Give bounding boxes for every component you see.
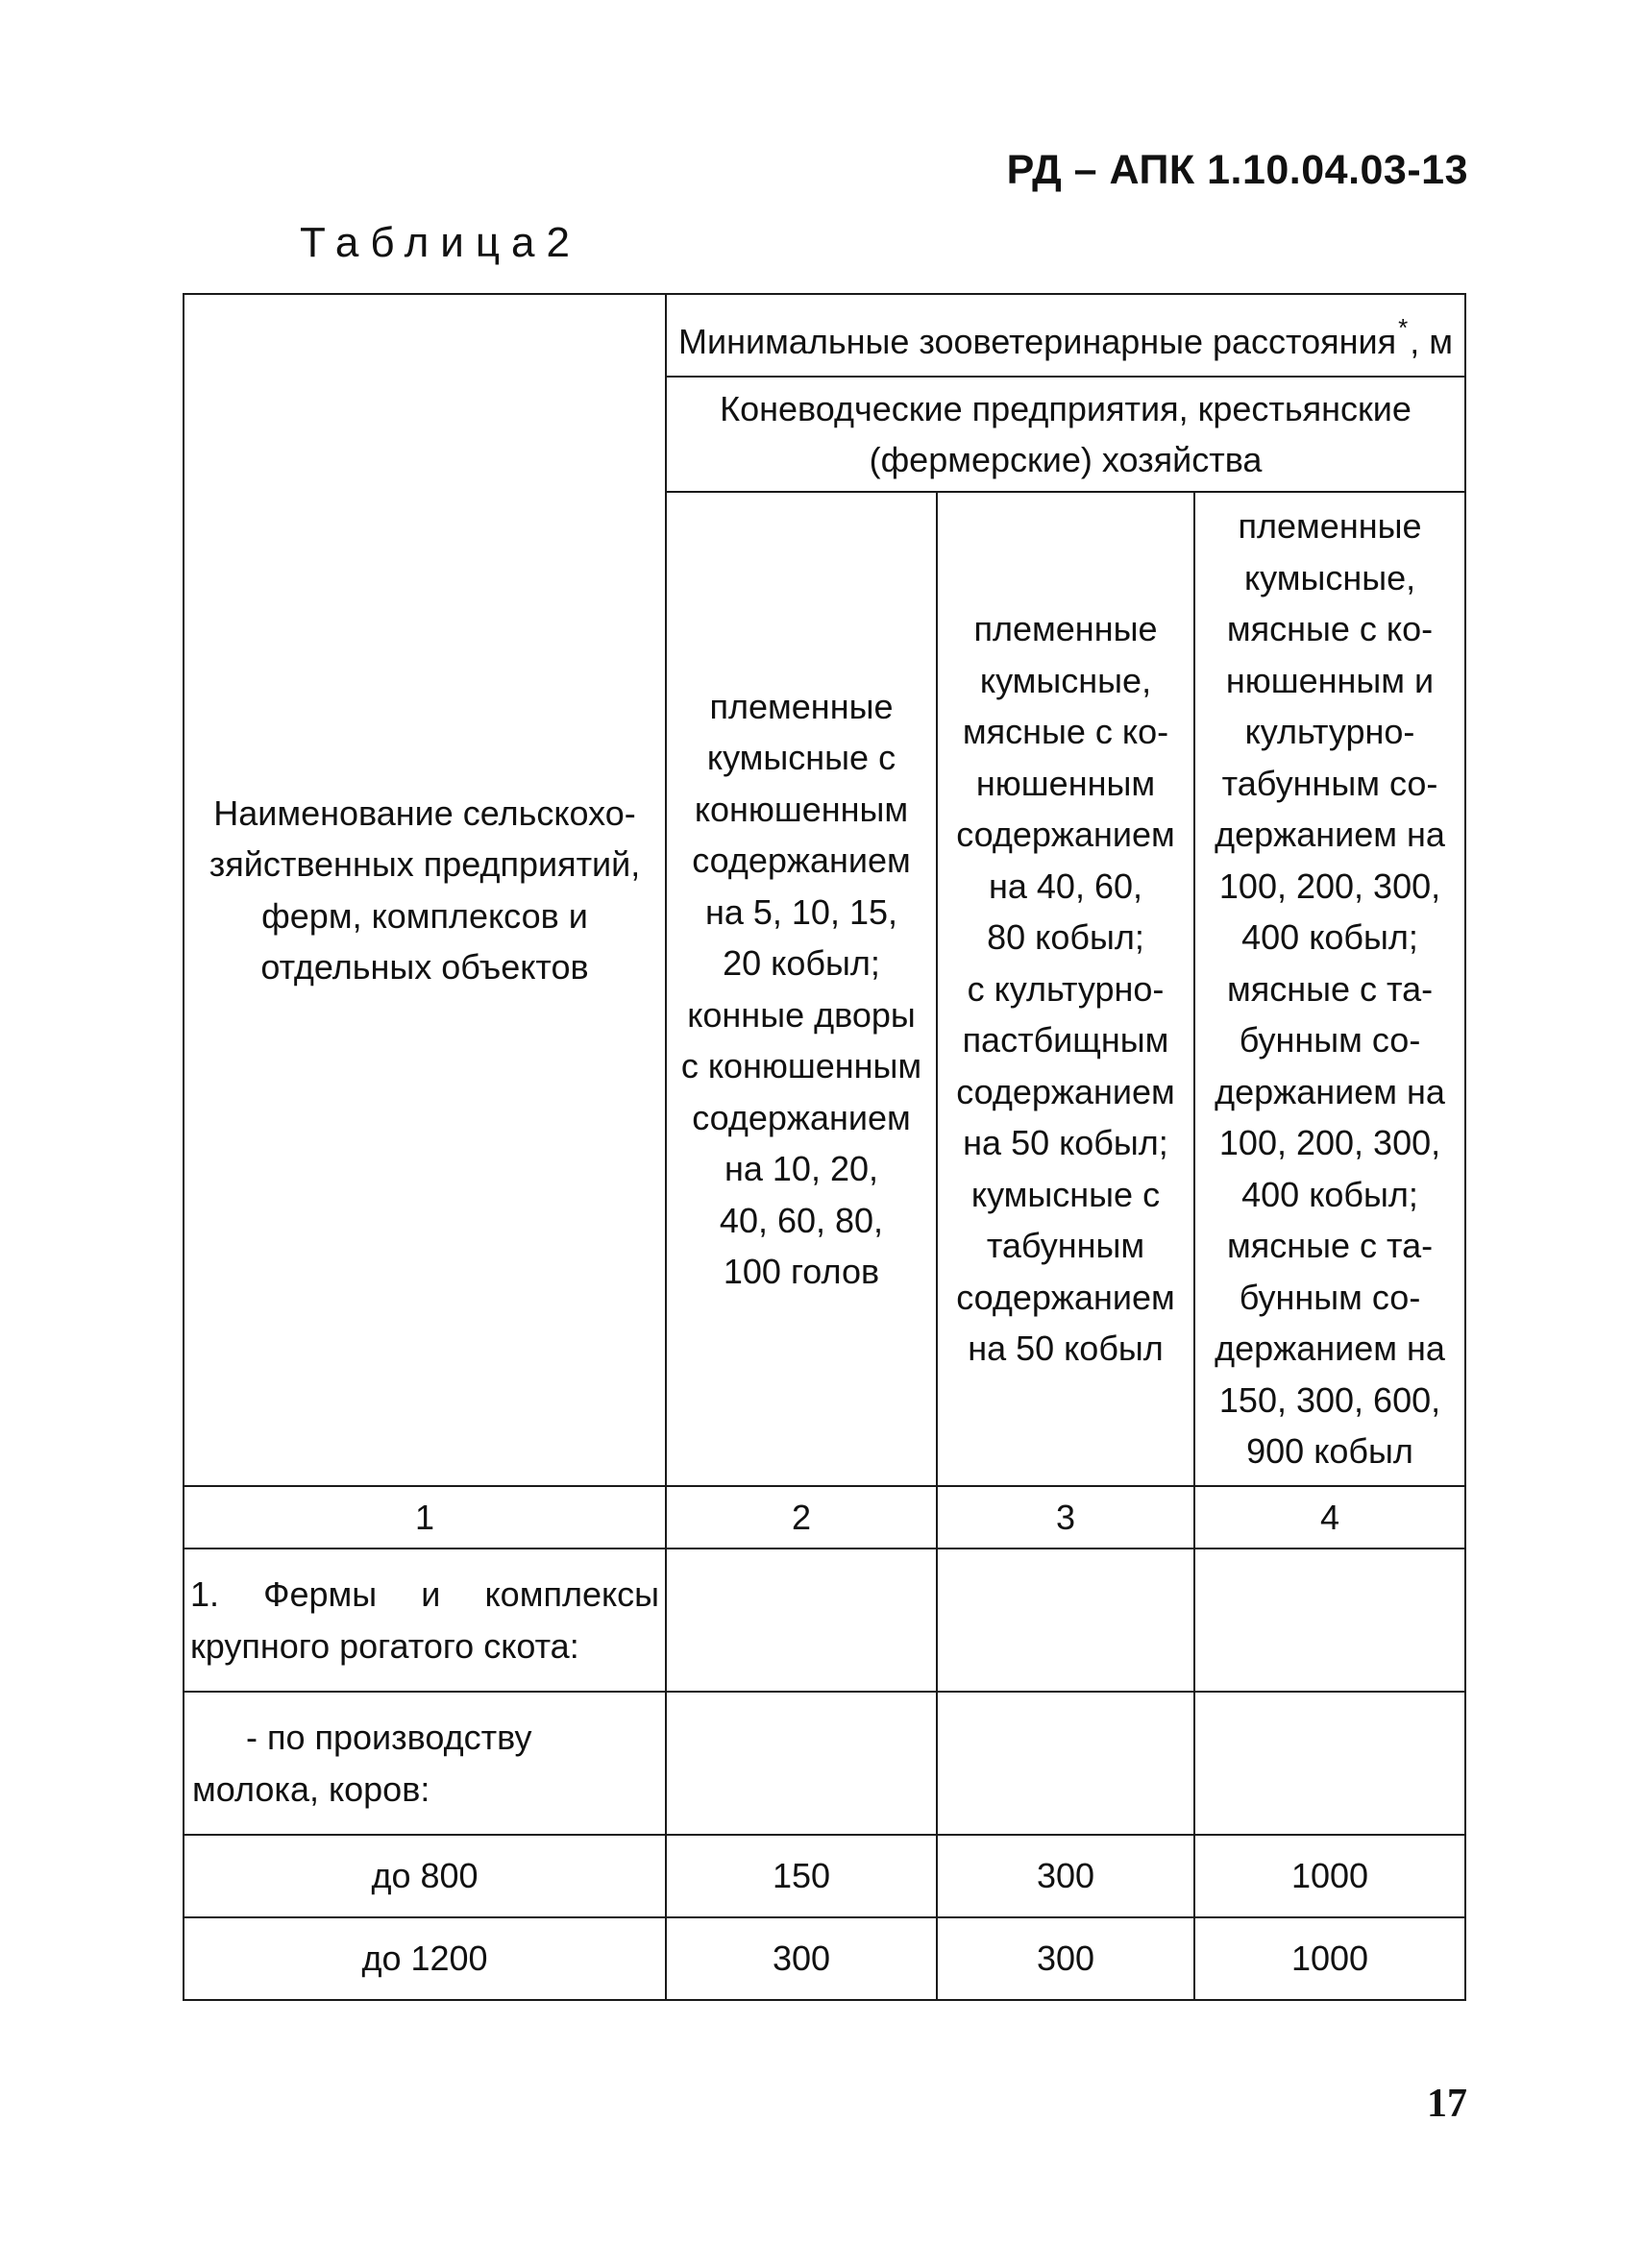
footnote-mark: *: [1398, 313, 1409, 343]
row-value: 300: [937, 1835, 1194, 1917]
section-title: 1. Фермы и комплексы крупного рогатого скота:: [184, 1549, 666, 1692]
empty-cell: [1194, 1692, 1465, 1835]
subsection-row: [184, 1692, 1465, 1835]
row-name: до 800: [184, 1835, 666, 1917]
empty-cell: [1194, 1549, 1465, 1692]
empty-cell: [937, 1692, 1194, 1835]
column-number: 3: [937, 1486, 1194, 1549]
row-name: до 1200: [184, 1917, 666, 2000]
empty-cell: [666, 1549, 937, 1692]
document-code: РД – АПК 1.10.04.03-13: [1006, 147, 1468, 193]
empty-cell: [937, 1549, 1194, 1692]
distance-table: [183, 293, 1466, 2001]
empty-cell: [666, 1692, 937, 1835]
column-number: 4: [1194, 1486, 1465, 1549]
row-value: 300: [937, 1917, 1194, 2000]
column-number: 1: [184, 1486, 666, 1549]
subsection-title: [184, 1692, 666, 1835]
section-row: [184, 1549, 1465, 1692]
header-category-4: племенные кумысные, мясные с ко- нюшенным и культурно- табунным со- держанием на 100, 200, 300, 400 кобыл; мясные с та- бунным со- держанием на 100, 200, 300, 400 кобыл; мясные с та- бунным со- держанием на 150, 300, 600, 900 кобыл: [1194, 492, 1465, 1486]
table-caption: Таблица2: [300, 219, 581, 266]
row-value: 150: [666, 1835, 937, 1917]
subsection-line: - по производству: [246, 1718, 532, 1757]
column-number: 2: [666, 1486, 937, 1549]
header-category-2: племенные кумысные с конюшенным содержанием на 5, 10, 15, 20 кобыл; конные дворы с конюшенным содержанием на 10, 20, 40, 60, 80, 100 голов: [666, 492, 937, 1486]
row-value: 300: [666, 1917, 937, 2000]
header-horse-enterprises: Коневодческие предприятия, крестьянские (фермерские) хозяйства: [666, 377, 1465, 492]
min-distance-unit: , м: [1410, 322, 1454, 362]
header-row-min-distance: [184, 294, 1465, 377]
table-row: [184, 1835, 1465, 1917]
row-value: 1000: [1194, 1835, 1465, 1917]
row-value: 1000: [1194, 1917, 1465, 2000]
subsection-line: молока, коров:: [192, 1768, 430, 1809]
page-number: 17: [1427, 2082, 1467, 2126]
min-distance-label: Минимальные зооветеринарные расстояния: [677, 322, 1397, 362]
header-object-name: Наименование сельскохо- зяйственных предприятий, ферм, комплексов и отдельных объектов: [184, 294, 666, 1486]
table-row: [184, 1917, 1465, 2000]
header-category-3: племенные кумысные, мясные с ко- нюшенным содержанием на 40, 60, 80 кобыл; с культурно- пастбищным содержанием на 50 кобыл; кумысные с табунным содержанием на 50 кобыл: [937, 492, 1194, 1486]
column-number-row: [184, 1486, 1465, 1549]
header-min-distance: [666, 294, 1465, 377]
